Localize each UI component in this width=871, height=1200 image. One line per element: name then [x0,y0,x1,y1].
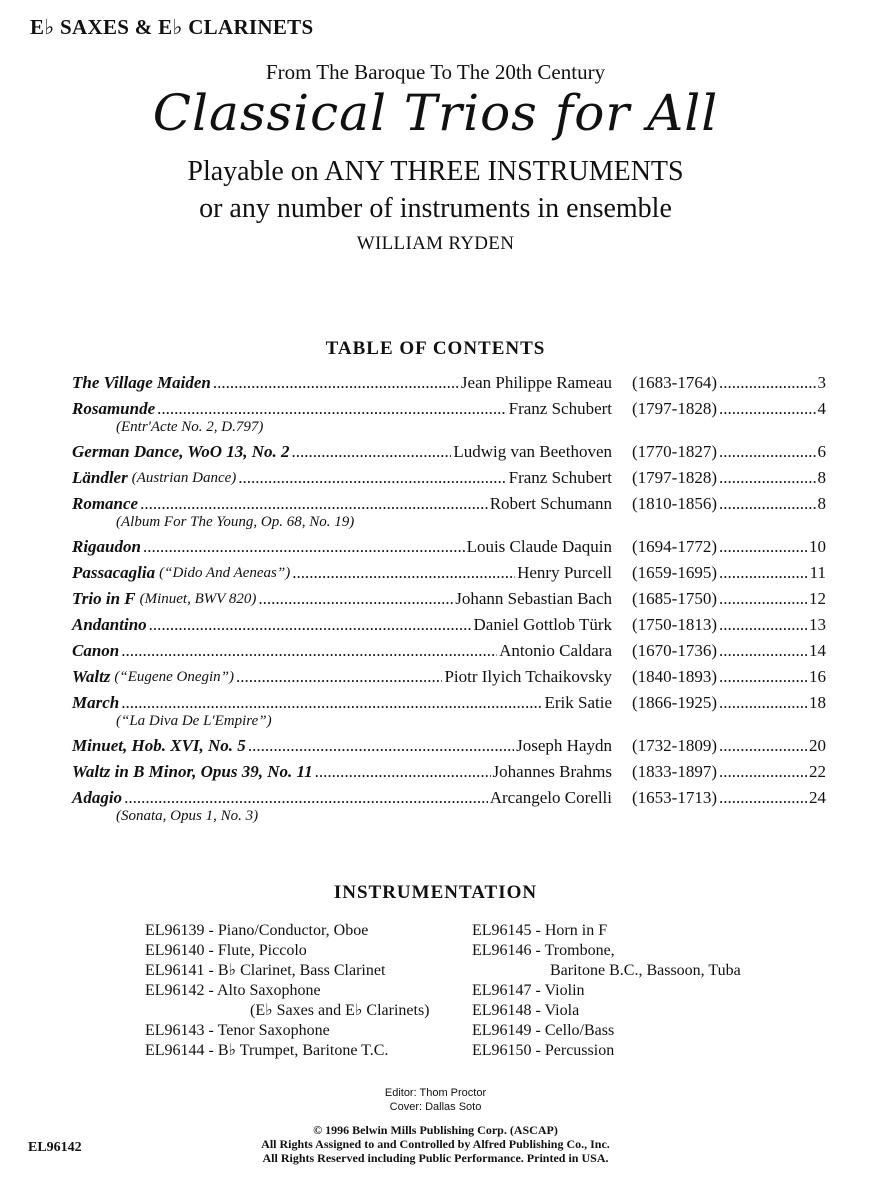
toc-composer: Franz Schubert [508,399,612,418]
author: WILLIAM RYDEN [356,233,515,254]
toc-years: (1653-1713) [632,788,717,807]
dot-leader [719,759,807,785]
dot-leader [719,491,816,517]
dot-leader [121,690,542,716]
toc-composer: Ludwig van Beethoven [453,442,612,461]
toc-years: (1685-1750) [632,589,717,608]
instrument-part: EL96142 - Alto Saxophone [145,982,321,999]
toc-page-number: 11 [809,563,826,582]
dot-leader [121,638,497,664]
toc-page-number: 13 [809,615,826,634]
instrument-part: EL96143 - Tenor Saxophone [145,1022,330,1039]
toc-subtitle: (Sonata, Opus 1, No. 3) [116,808,259,824]
instrument-part: EL96140 - Flute, Piccolo [145,942,307,959]
toc-entry [72,638,826,664]
toc-title: Canon [72,641,120,660]
dot-leader [213,370,459,396]
toc-composer: Daniel Gottlob Türk [473,615,612,634]
copyright-line: All Rights Reserved including Public Performance. Printed in USA. [262,1151,609,1165]
dot-leader [149,612,472,638]
toc-entry [72,491,826,534]
toc-title-note: (“Dido And Aeneas”) [159,565,291,581]
catalog-code: EL96142 [28,1140,82,1155]
subtitle-line-2: or any number of instruments in ensemble [199,193,672,224]
toc-page-number: 18 [809,693,826,712]
toc-composer: Jean Philippe Rameau [460,373,612,392]
toc-entry [72,785,826,828]
toc-page-number: 12 [809,589,826,608]
instrument-part: EL96146 - Trombone, [472,942,615,959]
toc-composer: Johannes Brahms [492,762,612,781]
toc-entry [72,759,826,785]
toc-years: (1694-1772) [632,537,717,556]
dot-leader [719,586,807,612]
toc-title: The Village Maiden [72,373,211,392]
dot-leader [719,638,807,664]
toc-years: (1670-1736) [632,641,717,660]
toc-years: (1732-1809) [632,736,717,755]
toc-title: Waltz in B Minor, Opus 39, No. 11 [72,762,313,781]
toc-years: (1659-1695) [632,563,717,582]
toc-entry [72,664,826,690]
dot-leader [719,612,807,638]
dot-leader [248,733,514,759]
toc-composer: Antonio Caldara [499,641,612,660]
toc-page-number: 10 [809,537,826,556]
toc-page-number: 14 [809,641,826,660]
instrument-part: EL96141 - B♭ Clarinet, Bass Clarinet [145,962,386,979]
toc-title: March [72,693,120,712]
dot-leader [719,785,807,811]
toc-title: Rosamunde [72,399,156,418]
copyright-line: All Rights Assigned to and Controlled by Alfred Publishing Co., Inc. [261,1137,610,1151]
toc-composer: Erik Satie [544,693,612,712]
instrument-part: EL96147 - Violin [472,982,585,999]
dot-leader [238,465,506,491]
toc-page-number: 16 [809,667,826,686]
toc-entry [72,439,826,465]
instrument-part: EL96149 - Cello/Bass [472,1022,615,1039]
toc-entry [72,690,826,733]
toc-title: Waltz [72,667,111,686]
dot-leader [719,396,816,422]
dot-leader [719,465,816,491]
toc-entry [72,465,826,491]
dot-leader [719,370,816,396]
toc-composer: Joseph Haydn [516,736,612,755]
dot-leader [143,534,465,560]
instrument-part: Baritone B.C., Bassoon, Tuba [550,962,741,979]
toc-composer: Robert Schumann [489,494,612,513]
copyright-line: © 1996 Belwin Mills Publishing Corp. (ASCAP) [313,1123,558,1137]
toc-title: Ländler [72,468,128,487]
copyright-notice [0,1123,871,1165]
toc-page-number: 8 [817,468,826,487]
toc-title: Andantino [72,615,147,634]
dot-leader [124,785,488,811]
dot-leader [236,664,442,690]
toc-page-number: 4 [817,399,826,418]
toc-entry [72,733,826,759]
toc-title: Rigaudon [72,537,141,556]
toc-composer: Johann Sebastian Bach [455,589,612,608]
instrument-part: EL96148 - Viola [472,1002,580,1019]
toc-years: (1833-1897) [632,762,717,781]
toc-composer: Louis Claude Daquin [466,537,612,556]
dot-leader [719,690,807,716]
toc-entry [72,370,826,396]
edition-label: E♭ SAXES & E♭ CLARINETS [30,15,314,39]
instrumentation-list-right [472,921,812,1061]
cover-credit: Cover: Dallas Soto [389,1101,482,1113]
instrument-part: EL96150 - Percussion [472,1042,615,1059]
toc-subtitle: (Entr'Acte No. 2, D.797) [116,419,264,435]
instrument-part: (E♭ Saxes and E♭ Clarinets) [250,1002,430,1019]
dot-leader [292,560,515,586]
subtitle-line-1: Playable on ANY THREE INSTRUMENTS [187,156,684,187]
dot-leader [719,733,807,759]
instrumentation-list-left [145,921,465,1061]
toc-entry [72,560,826,586]
toc-title: Adagio [72,788,123,807]
toc-composer: Piotr Ilyich Tchaikovsky [444,667,612,686]
toc-title-note: (Austrian Dance) [131,470,237,486]
dot-leader [719,534,807,560]
instrumentation-heading: INSTRUMENTATION [333,882,538,903]
toc-title: Romance [72,494,139,513]
toc-years: (1866-1925) [632,693,717,712]
toc-page-number: 24 [809,788,826,807]
editor-credit: Editor: Thom Proctor [384,1087,487,1099]
toc-title-note: (Minuet, BWV 820) [139,591,257,607]
dot-leader [719,439,816,465]
page-title: Classical Trios for All [152,84,719,142]
toc-entry [72,612,826,638]
toc-page-number: 20 [809,736,826,755]
instrument-part: EL96145 - Horn in F [472,922,608,939]
dot-leader [140,491,488,517]
toc-title: German Dance, WoO 13, No. 2 [72,442,290,461]
toc-subtitle: (Album For The Young, Op. 68, No. 19) [116,514,355,530]
toc-heading: TABLE OF CONTENTS [325,338,546,359]
toc-years: (1840-1893) [632,667,717,686]
toc-years: (1810-1856) [632,494,717,513]
toc-years: (1770-1827) [632,442,717,461]
table-of-contents [72,370,826,828]
toc-title: Minuet, Hob. XVI, No. 5 [72,736,246,755]
toc-title-note: (“Eugene Onegin”) [114,669,234,685]
dot-leader [315,759,491,785]
toc-composer: Franz Schubert [508,468,612,487]
dot-leader [258,586,453,612]
dot-leader [719,664,807,690]
toc-entry [72,396,826,439]
instrument-part: EL96139 - Piano/Conductor, Oboe [145,922,369,939]
toc-years: (1683-1764) [632,373,717,392]
toc-page-number: 6 [817,442,826,461]
toc-title: Trio in F [72,589,136,608]
toc-years: (1797-1828) [632,468,717,487]
toc-composer: Henry Purcell [517,563,612,582]
toc-years: (1797-1828) [632,399,717,418]
toc-page-number: 22 [809,762,826,781]
toc-page-number: 3 [817,373,826,392]
pre-title: From The Baroque To The 20th Century [265,60,606,84]
toc-composer: Arcangelo Corelli [489,788,612,807]
dot-leader [292,439,452,465]
toc-entry [72,534,826,560]
toc-subtitle: (“La Diva De L'Empire”) [116,713,272,729]
toc-page-number: 8 [817,494,826,513]
toc-years: (1750-1813) [632,615,717,634]
credits [0,1086,871,1114]
dot-leader [719,560,808,586]
instrument-part: EL96144 - B♭ Trumpet, Baritone T.C. [145,1042,389,1059]
toc-title: Passacaglia [72,563,156,582]
dot-leader [157,396,506,422]
toc-entry [72,586,826,612]
